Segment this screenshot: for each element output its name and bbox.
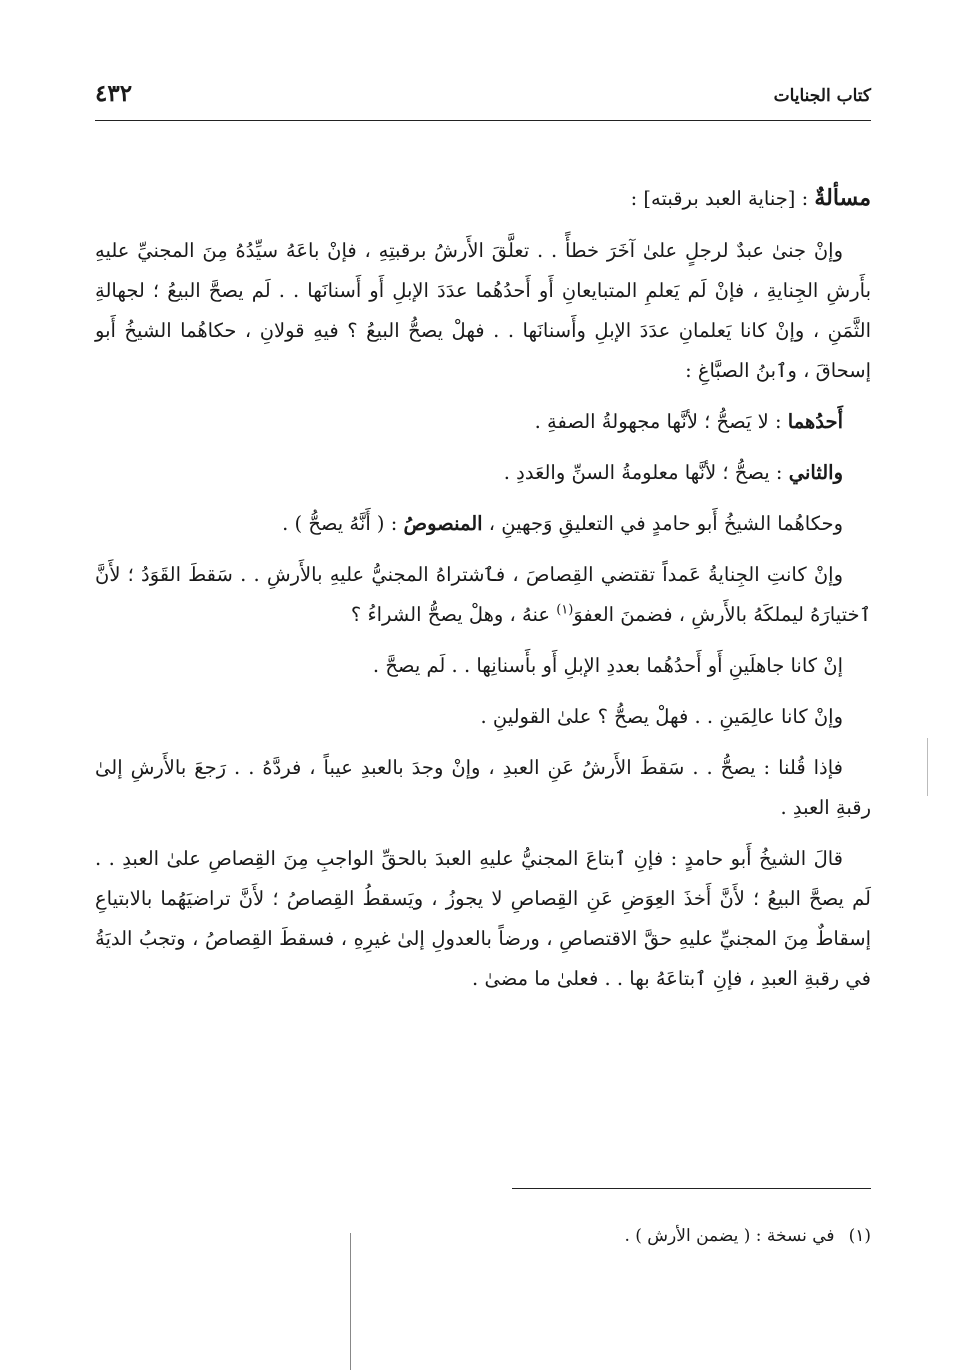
opinion-first-text: : لا يَصحُّ ؛ لأنَّها مجهولةُ الصفةِ . [534,410,788,433]
paragraph-4: إنْ كانا جاهلَينِ أَو أَحدُهُما بعددِ الإبلِ أَو بأَسنانِها . . لَم يصحَّ . [372,654,843,677]
paragraph-1: وإنْ جنىٰ عبدٌ لرجلٍ علىٰ آخَرَ خطأً . . تعلَّقَ الأَرشُ برقبتِهِ ، فإنْ باعَهُ سيِّدُهُ مِنَ المجنيِّ عليهِ بأَرشِ الجِنايةِ ، فإنْ لَم يَعلمِ المتبايعانِ أَو أَحدُهُما عدَدَ الإبلِ أَو أَسنانَها . . لَم يصحَّ البيعُ ؛ لجهالةِ الثَّمَنِ ، وإنْ كانا يَعلمانِ عدَدَ الإبلِ وأَسنانَها . . فهلْ يصحُّ البيعُ ؟ فيهِ قولانِ ، حكاهُما الشيخُ أَبو إسحاقَ ، وٱبنُ الصبَّاغِ : [95,239,871,382]
paragraph-3-after: عنهُ ، وهلْ يصحُّ الشراءُ ؟ [350,603,557,626]
paragraph-2-after: : ( أَنَّهُ يصحُّ ) . [282,512,404,535]
section-heading [95,178,871,219]
paragraph-6: فإذا قُلنا : يصحُّ . . سَقطَ الأَرشُ عَنِ العبدِ ، وإنْ وجدَ بالعبدِ عيباً ، فردَّهُ . . رَجعَ بالأَرشِ إلىٰ رقبةِ العبدِ . [95,756,871,819]
footnote-rule [512,1188,871,1189]
mansus-label: المنصوصُ [403,512,483,535]
scan-margin-line [350,1233,351,1370]
header-rule [95,120,871,121]
paragraph-7: قالَ الشيخُ أَبو حامدٍ : فإنِ ٱبتاعَ المجنيُّ عليهِ العبدَ بالحقِّ الواجبِ مِنَ القِصاصِ علىٰ العبدِ . . لَم يصحَّ البيعُ ؛ لأَنَّ أَخذَ العِوَضِ عَنِ القِصاصِ لا يجوزُ ، ويَسقطُ القِصاصُ ؛ لأَنَّ تراضيَهُما بالابتياعِ إسقاطٌ مِنَ المجنيِّ عليهِ حقَّ الاقتصاصِ ، ورضاً بالعدولِ إلىٰ غيرِهِ ، فسقطَ القِصاصُ ، وتجبُ الديَةُ في رقبةِ العبدِ ، فإنِ ٱبتاعَهُ بها . . فعلىٰ ما مضىٰ . [95,847,871,990]
issue-word: مسألةٌ [814,185,871,211]
running-header [95,80,871,116]
opinion-first-label: أَحدُهما [787,410,843,433]
opinion-second-label: والثاني [788,461,843,484]
paragraph-5: وإنْ كانا عالِمَينِ . . فهلْ يصحُّ ؟ علىٰ القولينِ . [480,705,843,728]
paragraph-2-before: وحكاهُما الشيخُ أَبو حامدٍ في التعليقِ وَجهينِ ، [482,512,843,535]
paragraph-3 [95,555,871,635]
main-text [95,178,871,999]
opinion-second [95,453,871,493]
paragraph-3-before: وإنْ كانتِ الجِنايةُ عَمداً تقتضي القِصاصَ ، فٱشتراهُ المجنيُّ عليهِ بالأَرشِ . . سَقطَ القَوَدُ ؛ لأَنَّ ٱختيارَهُ ليملكَهُ بالأَرشِ ، فضمنَ العفوَ [95,563,871,626]
footnote-text: في نسخة : ( يضمن الأرش ) . [624,1226,835,1246]
opinion-first [95,402,871,442]
section-title: : [جناية العبد برقبته] : [630,187,815,210]
footnote [95,1221,871,1251]
footnote-reference[interactable]: (١) [556,602,574,618]
footnote-number: (١) [848,1226,871,1246]
scan-edge-mark [927,738,928,796]
opinion-second-text: : يصحُّ ؛ لأنَّها معلومةُ السنِّ والعَددِ . [503,461,789,484]
paragraph-2 [95,504,871,544]
book-title: كتاب الجنايات [773,86,871,106]
page-number: ٤٣٢ [95,80,133,107]
